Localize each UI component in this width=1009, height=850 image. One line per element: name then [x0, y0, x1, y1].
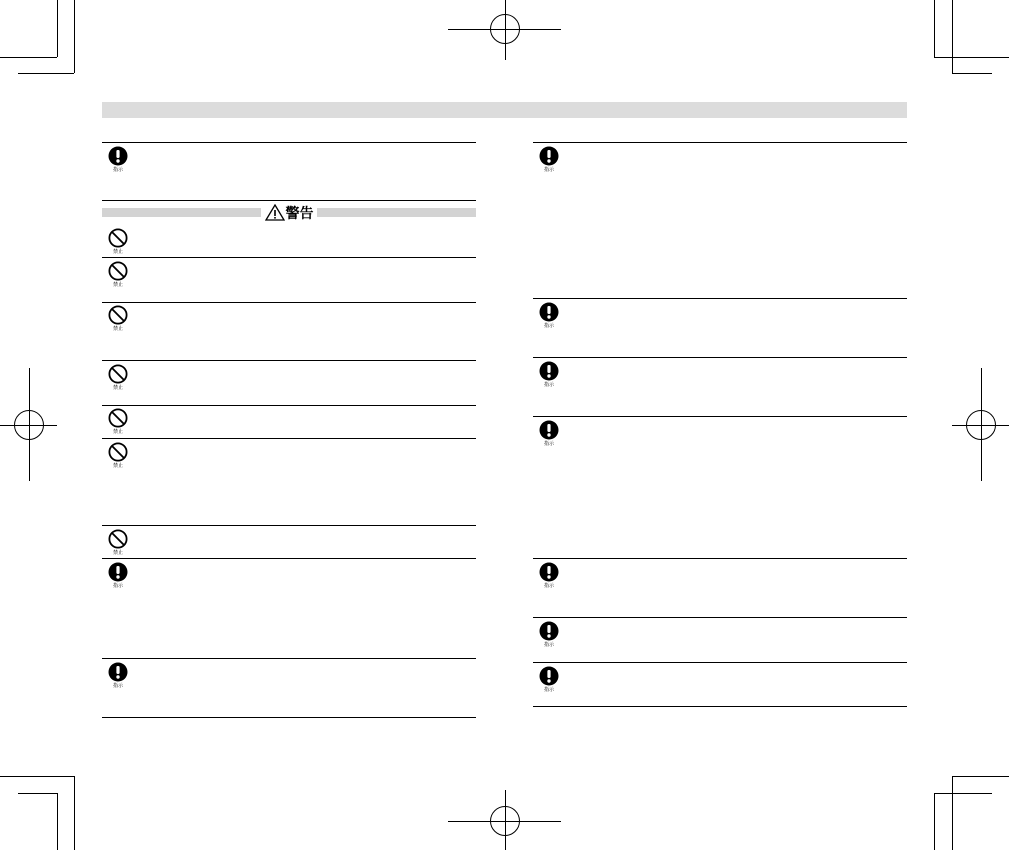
mandatory-label: 指示	[112, 583, 123, 589]
mandatory-icon	[535, 146, 563, 176]
mandatory-label: 指示	[543, 323, 554, 329]
mandatory-icon	[104, 662, 132, 692]
warning-heading	[261, 203, 317, 222]
prohibited-icon	[104, 442, 132, 472]
prohibited-label: 禁止	[112, 385, 123, 391]
mandatory-label: 指示	[112, 683, 123, 689]
mandatory-label: 指示	[112, 167, 123, 173]
mandatory-label: 指示	[543, 687, 554, 693]
mandatory-icon	[535, 420, 563, 450]
mandatory-label: 指示	[543, 441, 554, 447]
mandatory-icon	[535, 666, 563, 696]
prohibited-icon	[104, 228, 132, 258]
mandatory-icon	[535, 361, 563, 391]
mandatory-icon	[535, 621, 563, 651]
prohibited-label: 禁止	[112, 249, 123, 255]
warning-triangle-icon	[265, 204, 285, 221]
prohibited-label: 禁止	[112, 282, 123, 288]
prohibited-icon	[104, 261, 132, 291]
mandatory-icon	[104, 562, 132, 592]
mandatory-label: 指示	[543, 382, 554, 388]
mandatory-icon	[535, 302, 563, 332]
section-header-bar	[102, 102, 907, 118]
prohibited-label: 禁止	[112, 326, 123, 332]
mandatory-label: 指示	[543, 642, 554, 648]
prohibited-icon	[104, 305, 132, 335]
mandatory-icon	[104, 146, 132, 176]
mandatory-icon	[535, 562, 563, 592]
mandatory-label: 指示	[543, 583, 554, 589]
prohibited-label: 禁止	[112, 550, 123, 556]
mandatory-label: 指示	[543, 167, 554, 173]
prohibited-icon	[104, 408, 132, 438]
prohibited-label: 禁止	[112, 429, 123, 435]
prohibited-icon	[104, 529, 132, 559]
warning-heading-label: 警告	[285, 205, 314, 222]
prohibited-icon	[104, 364, 132, 394]
prohibited-label: 禁止	[112, 463, 123, 469]
